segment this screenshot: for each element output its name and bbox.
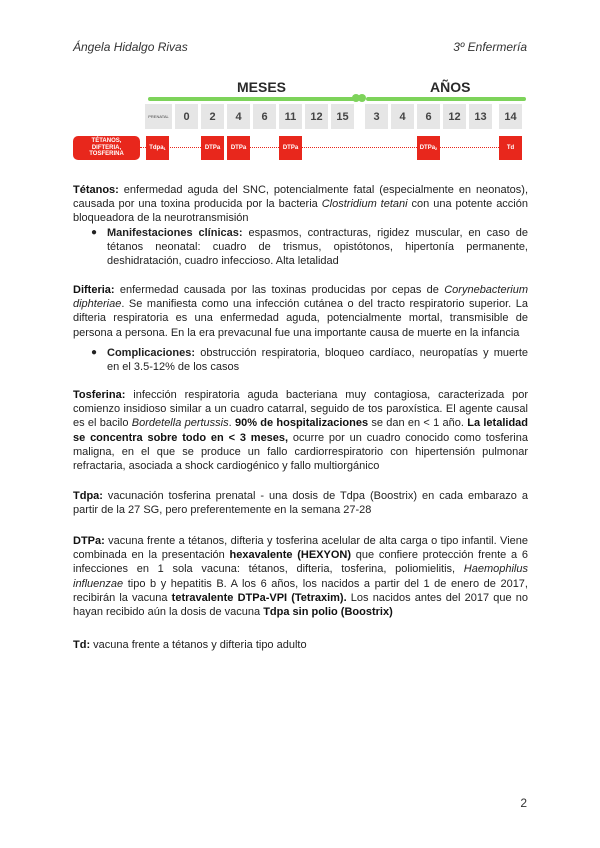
td-paragraph: Td: vacuna frente a tétanos y difteria tipo adulto	[73, 639, 307, 651]
age-cell: 6	[253, 104, 276, 129]
vaccine-dose-dtpa: DTPa	[227, 136, 250, 160]
header-course: 3º Enfermería	[453, 40, 527, 54]
age-cell: 12	[443, 104, 466, 129]
tetanos-bullet: Manifestaciones clínicas: espasmos, contracturas, rigidez muscular, en caso de tétanos neonatal: cuadro de trismus, opistótonos, hipertonía permanente, deshidratación, cuadro infeccioso. Alta letalidad	[107, 227, 528, 268]
dotted-connector	[250, 147, 279, 148]
vaccine-dose-dtpa: DTPa	[279, 136, 302, 160]
vaccine-dose-tdpa: Tdpa 1	[146, 136, 169, 160]
dtpa-paragraph: DTPa: vacuna frente a tétanos, difteria y tosferina acelular de alta carga o tipo infantil. Viene combinada en la presentación hexavalente (HEXYON) que confiere protección frente a 6 infecciones en 1 sola vacuna: tétanos, difteria, tosferina, poliomielitis, Haemophilus influenzae tipo b y hepatitis B. A los 6 años, los nacidos a partir del 1 de enero de 2017, recibirán la vacuna tetravalente DTPa-VPI (Tetraxim). Los nacidos antes del 2017 que no hayan recibido aún la dosis de vacuna Tdpa sin polio (Boostrix)	[73, 535, 528, 619]
row-label-line: TOSFERINA	[89, 151, 124, 158]
bullet-icon: ●	[91, 227, 98, 238]
age-cell: 6	[417, 104, 440, 129]
header-author: Ángela Hidalgo Rivas	[73, 40, 188, 54]
timeline-dot	[358, 94, 366, 102]
age-cell: 3	[365, 104, 388, 129]
age-cell: 14	[499, 104, 522, 129]
bullet-icon: ●	[91, 347, 98, 358]
dotted-connector	[168, 147, 201, 148]
vaccine-dose-dtpa: DTPa 2	[417, 136, 440, 160]
age-cell: 2	[201, 104, 224, 129]
age-cell: 15	[331, 104, 354, 129]
row-label-line: TÉTANOS,	[91, 138, 122, 145]
vaccine-dose-td: Td	[499, 136, 522, 160]
disease-row-label	[73, 136, 140, 160]
dotted-connector	[302, 147, 417, 148]
age-prenatal: PRENATAL	[145, 104, 172, 129]
age-cell: 4	[227, 104, 250, 129]
age-cell: 13	[469, 104, 492, 129]
page-number: 2	[520, 796, 527, 810]
age-cell: 12	[305, 104, 328, 129]
dotted-connector	[440, 147, 499, 148]
tdpa-paragraph: Tdpa: vacunación tosferina prenatal - una dosis de Tdpa (Boostrix) en cada embarazo a partir de la 27 SG, pero preferentemente en la semana 27-28	[73, 490, 528, 517]
years-title: AÑOS	[430, 79, 471, 95]
months-line	[148, 97, 355, 101]
tetanos-paragraph: Tétanos: enfermedad aguda del SNC, potencialmente fatal (especialmente en neonatos), causada por una toxina producida por la bacteria Clostridium tetani con una potente acción bloqueadora de la neurotransmisión	[73, 184, 528, 225]
age-cell: 4	[391, 104, 414, 129]
vaccine-dose-dtpa: DTPa	[201, 136, 224, 160]
tosferina-paragraph: Tosferina: infección respiratoria aguda bacteriana muy contagiosa, caracterizada por comienzo insidioso similar a un cuadro catarral, seguido de tos paroxística. El agente causal es el bacilo Bordetella pertussis. 90% de hospitalizaciones se dan en < 1 año. La letalidad se concentra sobre todo en < 3 meses, ocurre por un cuadro conocido como tosferina maligna, en el que se produce un fallo cardiorrespiratorio con hipertensión pulmonar refractaria, asociada a shock cardiogénico y fallo multiorgánico	[73, 389, 528, 473]
difteria-paragraph: Difteria: enfermedad causada por las toxinas producidas por cepas de Corynebacterium diphteriae. Se manifiesta como una infección cutánea o del tracto respiratorio superior. La difteria respiratoria es una enfermedad aguda, potencialmente mortal, transmisible de persona a persona. En la era prevacunal fue una importante causa de muerte en la infancia	[73, 284, 528, 339]
difteria-bullet: Complicaciones: obstrucción respiratoria, bloqueo cardíaco, neuropatías y muerte en el 3.5-12% de los casos	[107, 347, 528, 374]
row-label-line: DIFTERIA,	[91, 144, 122, 151]
age-cell: 0	[175, 104, 198, 129]
age-cell: 11	[279, 104, 302, 129]
years-line	[366, 97, 526, 101]
months-title: MESES	[237, 79, 287, 95]
